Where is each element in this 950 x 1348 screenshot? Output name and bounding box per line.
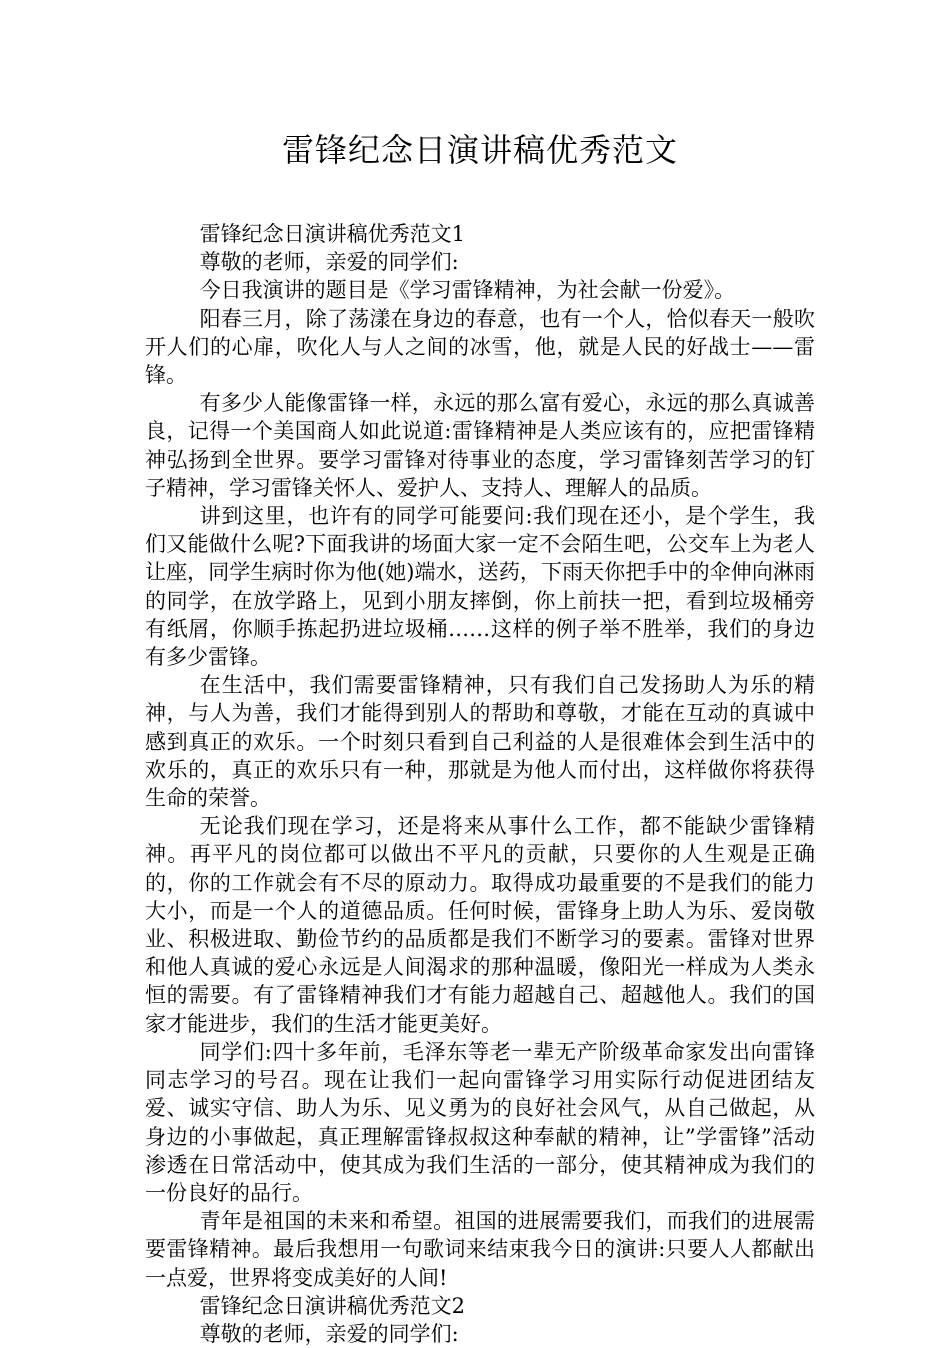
- paragraph: 无论我们现在学习，还是将来从事什么工作，都不能缺少雷锋精神。再平凡的岗位都可以做出不平凡的贡献，只要你的人生观是正确的，你的工作就会有不尽的原动力。取得成功最重要的不是我们的能力大小，而是一个人的道德品质。任何时候，雷锋身上助人为乐、爱岗敬业、积极进取、勤俭节约的品质都是我们不断学习的要素。雷锋对世界和他人真诚的爱心永远是人间渴求的那种温暖，像阳光一样成为人类永恒的需要。有了雷锋精神我们才有能力超越自己、超越他人。我们的国家才能进步，我们的生活才能更美好。: [145, 814, 815, 1036]
- paragraph: 讲到这里，也许有的同学可能要问:我们现在还小，是个学生，我们又能做什么呢?下面我讲的场面大家一定不会陌生吧，公交车上为老人让座，同学生病时你为他(她)端水，送药，下雨天你把手中的伞伸向淋雨的同学，在放学路上，见到小朋友摔倒，你上前扶一把，看到垃圾桶旁有纸屑，你顺手拣起扔进垃圾桶……这样的例子举不胜举，我们的身边有多少雷锋。: [145, 504, 815, 670]
- paragraph: 同学们:四十多年前，毛泽东等老一辈无产阶级革命家发出向雷锋同志学习的号召。现在让我们一起向雷锋学习用实际行动促进团结友爱、诚实守信、助人为乐、见义勇为的良好社会风气，从自己做起，从身边的小事做起，真正理解雷锋叔叔这种奉献的精神，让”学雷锋”活动渗透在日常活动中，使其成为我们生活的一部分，使其精神成为我们的一份良好的品行。: [145, 1039, 815, 1205]
- section-heading-2: 雷锋纪念日演讲稿优秀范文2: [199, 1293, 465, 1318]
- document-title: 雷锋纪念日演讲稿优秀范文: [281, 131, 678, 169]
- paragraph: 阳春三月，除了荡漾在身边的春意，也有一个人，恰似春天一般吹开人们的心扉，吹化人与人之间的冰雪，他，就是人民的好战士——雷锋。: [145, 306, 815, 388]
- paragraph: 有多少人能像雷锋一样，永远的那么富有爱心，永远的那么真诚善良，记得一个美国商人如此说道:雷锋精神是人类应该有的，应把雷锋精神弘扬到全世界。要学习雷锋对待事业的态度，学习雷锋刻苦学习的钉子精神，学习雷锋关怀人、爱护人、支持人、理解人的品质。: [145, 391, 815, 500]
- salutation: 尊敬的老师，亲爱的同学们:: [199, 250, 459, 275]
- paragraph: 今日我演讲的题目是《学习雷锋精神，为社会献一份爱》。: [199, 278, 736, 303]
- document-body: [145, 220, 815, 1348]
- document-page: [145, 120, 815, 1348]
- salutation: 尊敬的老师，亲爱的同学们:: [199, 1321, 459, 1346]
- section-heading-1: 雷锋纪念日演讲稿优秀范文1: [199, 222, 465, 246]
- paragraph: 青年是祖国的未来和希望。祖国的进展需要我们，而我们的进展需要雷锋精神。最后我想用一句歌词来结束我今日的演讲:只要人人都献出一点爱，世界将变成美好的人间!: [145, 1209, 815, 1290]
- paragraph: 在生活中，我们需要雷锋精神，只有我们自己发扬助人为乐的精神，与人为善，我们才能得到别人的帮助和尊敬，才能在互动的真诚中感到真正的欢乐。一个时刻只看到自己利益的人是很难体会到生活中的欢乐的，真正的欢乐只有一种，那就是为他人而付出，这样做你将获得生命的荣誉。: [145, 673, 815, 811]
